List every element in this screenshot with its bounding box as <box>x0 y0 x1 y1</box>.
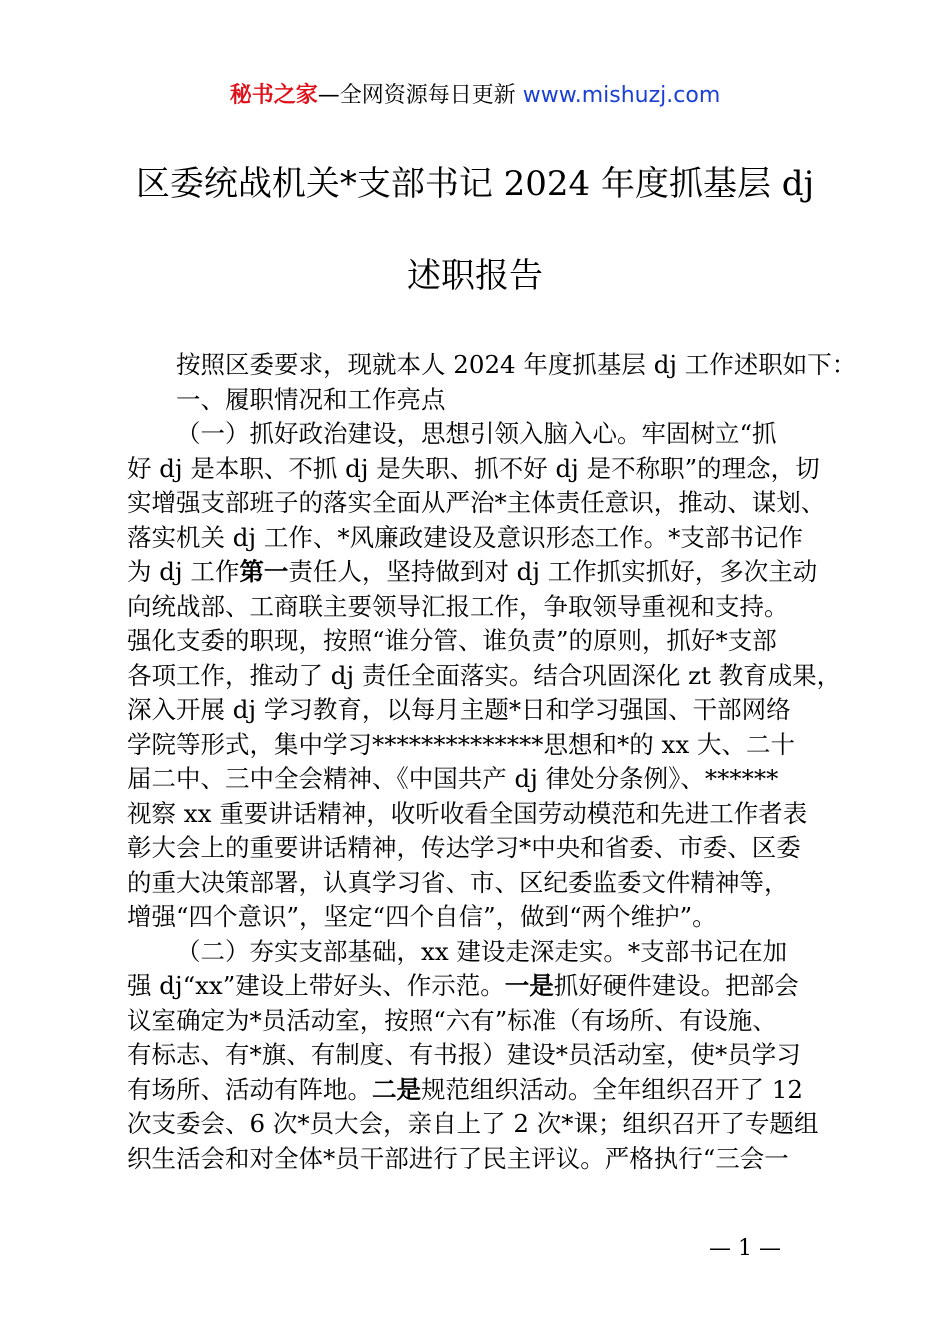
body-line: 彰大会上的重要讲话精神，传达学习*中央和省委、市委、区委 <box>127 833 801 862</box>
body-line: 织生活会和对全体*员干部进行了民主评议。严格执行“三会一 <box>127 1143 789 1173</box>
body-line: 有标志、有*旗、有制度、有书报）建设*员活动室，使*员学习 <box>127 1040 801 1069</box>
body-line: 实增强支部班子的落实全面从严治*主体责任意识，推动、谋划、 <box>127 488 826 517</box>
body-line: 好 dj 是本职、不抓 dj 是失职、抓不好 dj 是不称职”的理念，切 <box>127 453 820 483</box>
body-line: 的重大决策部署，认真学习省、市、区纪委监委文件精神等， <box>127 867 789 897</box>
subsection-heading: （二）夯实支部基础，xx 建设走深走实。*支部书记在加 <box>176 936 788 966</box>
body-line <box>127 1073 867 1108</box>
body-line: 视察 xx 重要讲话精神，收听收看全国劳动模范和先进工作者表 <box>127 798 808 828</box>
body-line: 学院等形式，集中学习**************思想和*的 xx 大、二十 <box>127 729 795 759</box>
body-text-run: 责任人，坚持做到对 dj 工作抓实抓好，多次主动 <box>288 557 818 586</box>
body-line: 强化支委的职现，按照“谁分管、谁负责”的原则，抓好*支部 <box>127 626 777 655</box>
document-body <box>127 348 867 1176</box>
body-line: 增强“四个意识”，坚定“四个自信”，做到“两个维护”。 <box>127 902 717 931</box>
site-url-link[interactable]: www.mishuzj.com <box>522 83 721 108</box>
body-line: 届二中、三中全会精神、《中国共产 dj 律处分条例》、****** <box>127 764 779 793</box>
subsection-heading: （一）抓好政治建设，思想引领入脑入心。牢固树立“抓 <box>176 419 777 448</box>
page-number: — 1 — <box>709 1236 781 1261</box>
brand-name: 秘书之家 <box>229 83 318 108</box>
body-text-run: 抓好硬件建设。把部会 <box>553 971 799 1000</box>
body-text-run: 有场所、活动有阵地。 <box>127 1074 372 1104</box>
emphasis-text: 一是 <box>504 971 554 1000</box>
body-text-run: 规范组织活动。全年组织召开了 12 <box>421 1074 803 1104</box>
emphasis-text: 二是 <box>372 1074 421 1104</box>
body-line <box>127 555 867 590</box>
body-line: 向统战部、工商联主要领导汇报工作，争取领导重视和支持。 <box>127 591 789 621</box>
body-text-run: 强 dj“xx”建设上带好头、作示范。 <box>127 971 505 1000</box>
site-banner <box>0 80 950 112</box>
document-title-line-1: 区委统战机关*支部书记 2024 年度抓基层 dj <box>135 164 815 204</box>
body-line: 按照区委要求，现就本人 2024 年度抓基层 dj 工作述职如下： <box>176 350 857 379</box>
body-line: 落实机关 dj 工作、*风廉政建设及意识形态工作。*支部书记作 <box>127 522 803 552</box>
document-title-line-2: 述职报告 <box>407 256 543 296</box>
body-line: 各项工作，推动了 dj 责任全面落实。结合巩固深化 zt 教育成果， <box>127 660 842 690</box>
body-line <box>127 969 867 1004</box>
section-heading: 一、履职情况和工作亮点 <box>176 384 446 414</box>
body-text-run: 为 dj 工作 <box>127 557 240 586</box>
body-line: 深入开展 dj 学习教育，以每月主题*日和学习强国、干部网络 <box>127 695 791 724</box>
emphasis-text: 第一 <box>239 557 289 586</box>
banner-tagline: —全网资源每日更新 <box>317 83 516 108</box>
body-line: 议室确定为*员活动室，按照“六有”标准（有场所、有设施、 <box>127 1005 777 1035</box>
body-line: 次支委会、6 次*员大会，亲自上了 2 次*课；组织召开了专题组 <box>127 1109 819 1138</box>
